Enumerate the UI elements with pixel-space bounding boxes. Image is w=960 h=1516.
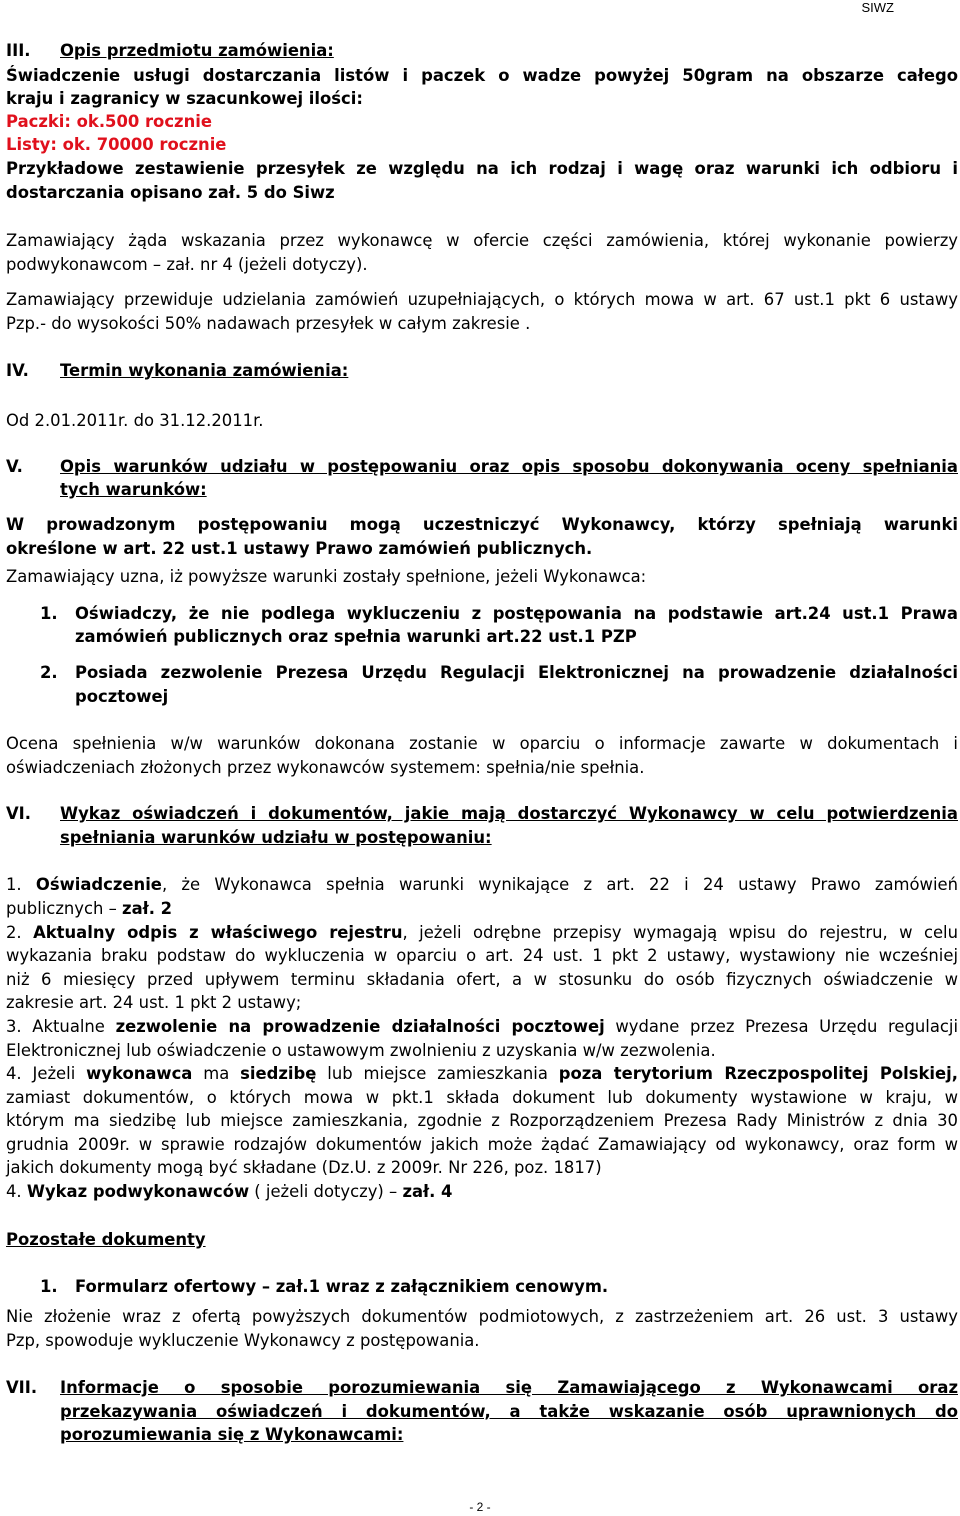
conditions-intro: Zamawiający uzna, iż powyższe warunki zostały spełnione, jeżeli Wykonawca: [6, 567, 647, 586]
section-vii-heading [6, 1377, 958, 1399]
letters-quantity: Listy: ok. 70000 rocznie [6, 135, 227, 154]
subject-line-1: Świadczenie usługi dostarczania listów i paczek o wadze powyżej 50gram na obszarze całego [6, 66, 958, 85]
doc-4: 4. Jeżeli wykonawca ma siedzibę lub miejsce zamieszkania poza terytorium Rzeczpospolitej Polskiej, [6, 1064, 959, 1083]
section-iii-heading [6, 40, 958, 62]
page-number: - 2 - [469, 1500, 491, 1514]
section-number: VII. [6, 1378, 38, 1397]
other-documents-heading: Pozostałe dokumenty [6, 1230, 206, 1249]
doc-3-line-2: Elektronicznej lub oświadczenie o ustawowym zwolnieniu z uzyskania w/w zezwolenia. [6, 1041, 716, 1060]
subcontract-para-2: podwykonawcom – zał. nr 4 (jeżeli dotyczy). [6, 255, 368, 274]
section-number: III. [6, 41, 31, 60]
page-header: SIWZ [861, 0, 894, 15]
participation-line-2: określone w art. 22 ust.1 ustawy Prawo zamówień publicznych. [6, 539, 593, 558]
subject-line-2: kraju i zagranicy w szacunkowej ilości: [6, 89, 363, 108]
execution-dates: Od 2.01.2011r. do 31.12.2011r. [6, 411, 264, 430]
section-title: Wykaz oświadczeń i dokumentów, jakie mają dostarczyć Wykonawcy w celu potwierdzenia [60, 804, 958, 823]
section-number: VI. [6, 804, 32, 823]
section-number: V. [6, 457, 23, 476]
doc-4-line-3: którym ma siedzibę lub miejsce zamieszkania, zgodnie z Rozporządzeniem Prezesa Rady Ministrów z dnia 30 [6, 1111, 958, 1130]
doc-1: 1. Oświadczenie, że Wykonawca spełnia warunki wynikające z art. 22 i 24 ustawy Prawo zamówień [6, 875, 958, 894]
assessment-line-1: Ocena spełnienia w/w warunków dokonana zostanie w oparciu o informacje zawarte w dokumentach i [6, 734, 958, 753]
doc-2-line-3: niż 6 miesięcy przed upływem terminu składania ofert, a w stosunku do osób fizycznych oświadczenie w [6, 970, 958, 989]
section-number: IV. [6, 361, 29, 380]
condition-1-line-1: Oświadczy, że nie podlega wykluczeniu z postępowania na podstawie art.24 ust.1 Prawa [75, 604, 958, 623]
condition-2-line-1: Posiada zezwolenie Prezesa Urzędu Regulacji Elektronicznej na prowadzenie działalności [75, 663, 958, 682]
doc-2-line-4: zakresie art. 24 ust. 1 pkt 2 ustawy; [6, 993, 302, 1012]
section-title: Termin wykonania zamówienia: [60, 361, 349, 380]
subcontract-para-1: Zamawiający żąda wskazania przez wykonawcę w ofercie części zamówienia, której wykonanie powierzy [6, 231, 958, 250]
doc-5: 4. Wykaz podwykonawców ( jeżeli dotyczy) – zał. 4 [6, 1182, 453, 1201]
exclusion-line-1: Nie złożenie wraz z ofertą powyższych dokumentów podmiotowych, z zastrzeżeniem art. 26 ust. 3 ustawy [6, 1307, 958, 1326]
section-title: Informacje o sposobie porozumiewania się Zamawiającego z Wykonawcami oraz [60, 1378, 958, 1397]
section-iv-heading [6, 360, 958, 382]
doc-4-line-4: grudnia 2009r. w sprawie rodzajów dokumentów jakich może żądać Zamawiający od wykonawcy, oraz form w [6, 1135, 958, 1154]
exclusion-line-2: Pzp, spowoduje wykluczenie Wykonawcy z postępowania. [6, 1331, 480, 1350]
additional-orders-1: Zamawiający przewiduje udzielania zamówień uzupełniających, o których mowa w art. 67 ust.1 pkt 6 ustawy [6, 290, 958, 309]
list-number: 2. [40, 663, 58, 682]
list-number: 1. [40, 604, 58, 623]
subject-line-3: Przykładowe zestawienie przesyłek ze względu na ich rodzaj i wagę oraz warunki ich odbioru i [6, 159, 958, 178]
doc-4-line-5: jakich dokumenty mogą być składane (Dz.U. z 2009r. Nr 226, poz. 1817) [6, 1158, 602, 1177]
section-title: Opis przedmiotu zamówienia: [60, 41, 334, 60]
section-v-heading [6, 456, 958, 478]
participation-line-1: W prowadzonym postępowaniu mogą uczestniczyć Wykonawcy, którzy spełniają warunki [6, 515, 958, 534]
additional-orders-2: Pzp.- do wysokości 50% nadawach przesyłek w całym zakresie . [6, 314, 531, 333]
assessment-line-2: oświadczeniach złożonych przez wykonawców systemem: spełnia/nie spełnia. [6, 758, 645, 777]
doc-3: 3. Aktualne zezwolenie na prowadzenie działalności pocztowej wydane przez Prezesa Urzędu regulacji [6, 1017, 958, 1036]
list-number: 1. [40, 1277, 58, 1296]
doc-2: 2. Aktualny odpis z właściwego rejestru, jeżeli odrębne przepisy wymagają wpisu do rejestru, w celu [6, 923, 958, 942]
subject-line-4: dostarczania opisano zał. 5 do Siwz [6, 183, 335, 202]
doc-1-cont: publicznych – zał. 2 [6, 899, 173, 918]
parcels-quantity: Paczki: ok.500 rocznie [6, 112, 212, 131]
doc-2-line-2: wykazania braku podstaw do wykluczenia w oparciu o art. 24 ust. 1 pkt 2 ustawy, wystawiony nie wcześniej [6, 946, 958, 965]
section-title: Opis warunków udziału w postępowaniu oraz opis sposobu dokonywania oceny spełniania [60, 457, 958, 476]
doc-4-line-2: zamiast dokumentów, o których mowa w pkt.1 składa dokument lub dokumenty wystawione w kraju, w [6, 1088, 958, 1107]
section-vi-heading [6, 803, 958, 825]
